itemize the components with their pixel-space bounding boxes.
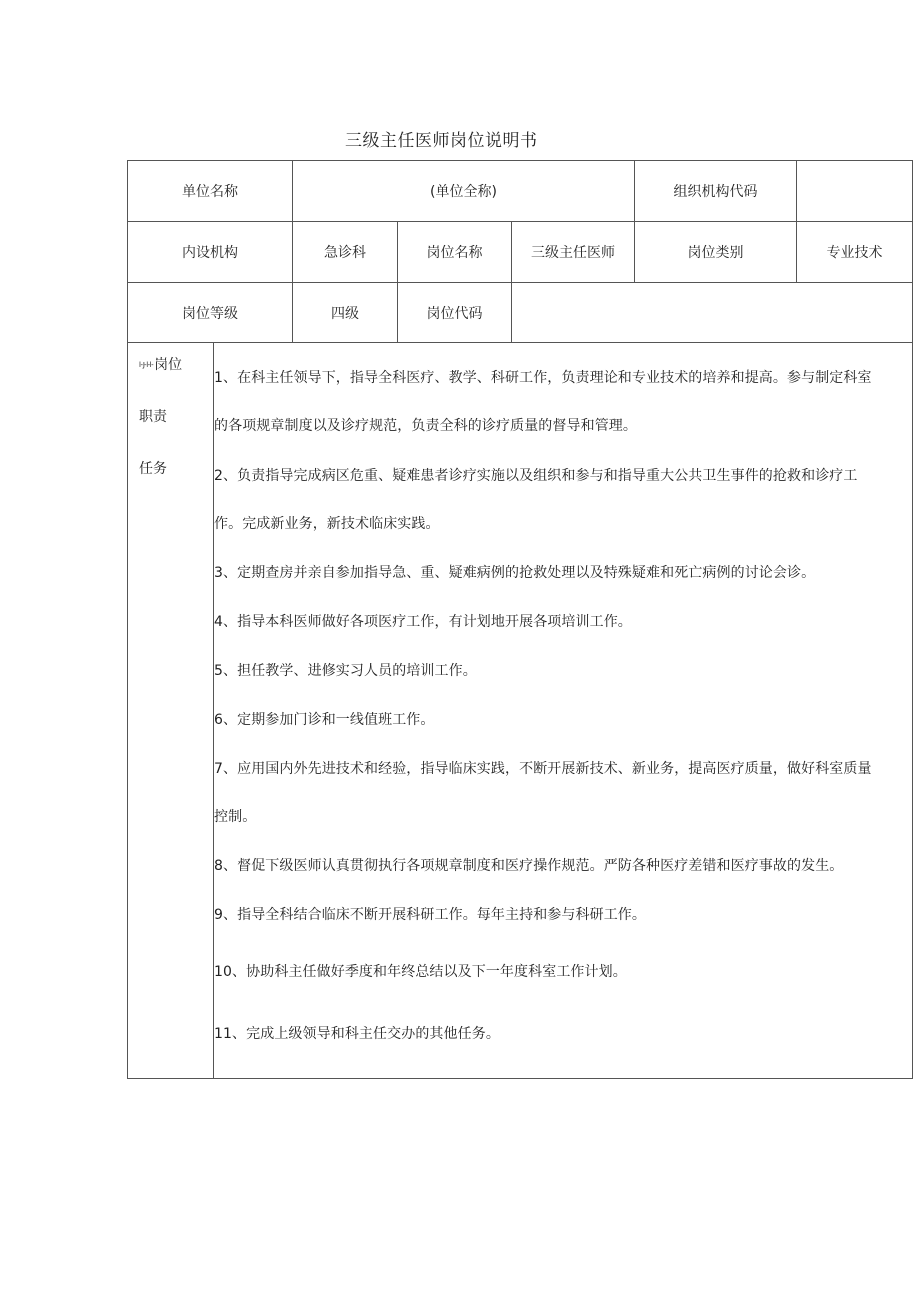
duty-line: 8、督促下级医师认真贯彻执行各项规章制度和医疗操作规范。严防各种医疗差错和医疗事故的发生。 xyxy=(214,858,844,874)
duty-line: 控制。 xyxy=(214,809,257,825)
duty-line: 2、负责指导完成病区危重、疑难患者诊疗实施以及组织和参与和指导重大公共卫生事件的抢救和诊疗工 xyxy=(214,468,858,484)
duty-line: 3、定期查房并亲自参加指导急、重、疑难病例的抢救处理以及特殊疑难和死亡病例的讨论会诊。 xyxy=(214,565,816,581)
duties-label-line1: l-J-l-l-岗位 xyxy=(139,357,183,373)
post-code-label: 岗位代码 xyxy=(426,305,483,322)
row-divider xyxy=(127,342,913,343)
table-border-bottom xyxy=(127,1078,913,1079)
duty-line: 6、定期参加门诊和一线值班工作。 xyxy=(214,712,435,728)
unit-name-label: 单位名称 xyxy=(182,184,238,200)
document-title: 三级主任医师岗位说明书 xyxy=(345,131,538,151)
duty-line: 的各项规章制度以及诊疗规范，负责全科的诊疗质量的督导和管理。 xyxy=(214,418,637,434)
unit-name-value: (单位全称) xyxy=(430,184,497,200)
org-code-label: 组织机构代码 xyxy=(673,184,758,200)
department-value: 急诊科 xyxy=(324,245,366,261)
duty-line: 作。完成新业务，新技术临床实践。 xyxy=(214,516,440,532)
duty-line: 4、指导本科医师做好各项医疗工作，有计划地开展各项培训工作。 xyxy=(214,614,632,630)
duty-line: 10、协助科主任做好季度和年终总结以及下一年度科室工作计划。 xyxy=(214,964,627,980)
duty-line: 5、担任教学、进修实习人员的培训工作。 xyxy=(214,663,477,679)
duties-label-line2: 职责 xyxy=(139,409,167,425)
department-label: 内设机构 xyxy=(182,245,238,261)
duties-label-line3: 任务 xyxy=(139,461,167,477)
post-name-label: 岗位名称 xyxy=(426,245,483,261)
post-grade-value: 四级 xyxy=(331,305,359,322)
table-border-right xyxy=(912,160,913,1079)
duty-line: 11、完成上级领导和科主任交办的其他任务。 xyxy=(214,1026,500,1042)
post-type-label: 岗位类别 xyxy=(687,245,744,261)
post-type-value: 专业技术 xyxy=(826,245,883,261)
org-code-value xyxy=(797,161,912,221)
duty-line: 1、在科主任领导下，指导全科医疗、教学、科研工作，负责理论和专业技术的培养和提高。参与制定科室 xyxy=(214,370,872,386)
duty-line: 9、指导全科结合临床不断开展科研工作。每年主持和参与科研工作。 xyxy=(214,907,647,923)
post-name-value: 三级主任医师 xyxy=(531,245,615,261)
duties-label-prefix: l-J-l-l- xyxy=(139,361,154,369)
duty-line: 7、应用国内外先进技术和经验，指导临床实践，不断开展新技术、新业务，提高医疗质量，做好科室质量 xyxy=(214,761,872,777)
post-code-value xyxy=(512,283,912,342)
post-grade-label: 岗位等级 xyxy=(182,305,238,322)
